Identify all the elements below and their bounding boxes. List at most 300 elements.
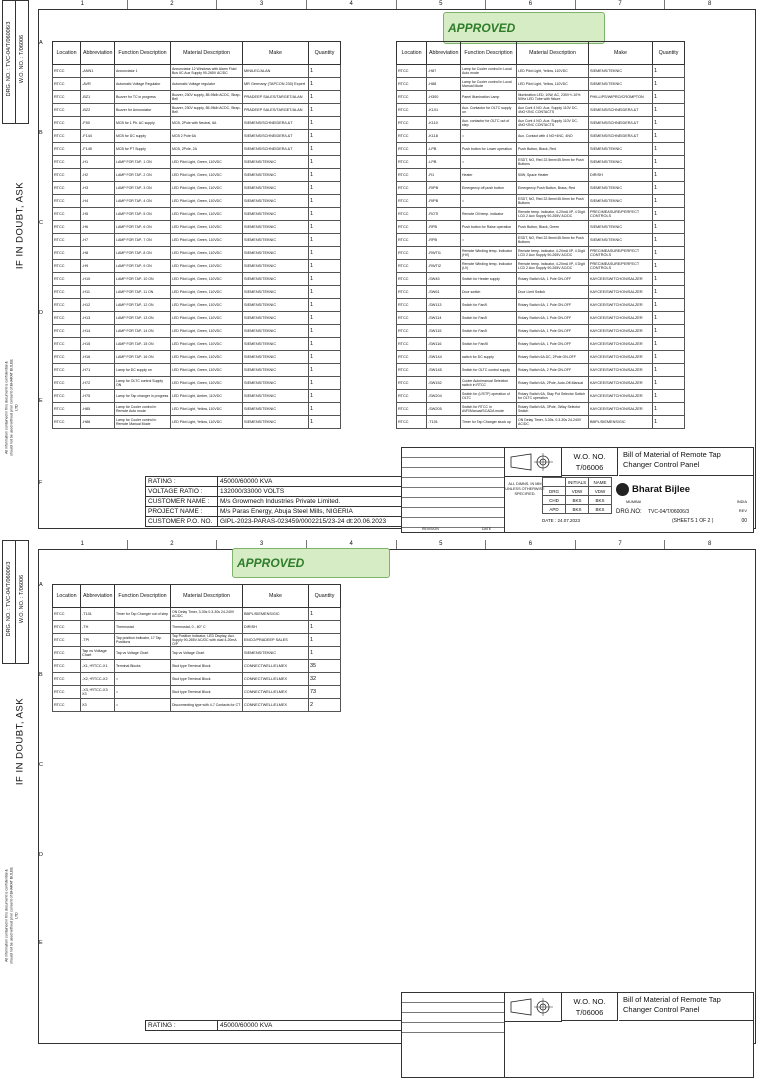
bom-table-sheet-2 (52, 584, 341, 712)
cell-material: LED Pilot Light, Green, 110VDC (171, 377, 243, 390)
table-row (397, 143, 685, 156)
row-letter: A (39, 40, 43, 46)
cell-location: RTCC (397, 130, 427, 143)
cell-material: Annunciator 12 Windows with Alarm Fluid Bus IIC Aux Supply 90-265V AC/DC (171, 65, 243, 78)
cell-material: ESDT, NO, Red 22.5mm/45.5mm for Push Buttons (517, 234, 589, 247)
cell-quantity: 1 (309, 377, 341, 390)
cell-function: Automatic Voltage Regulator (115, 78, 171, 91)
cell-make: SIEMENS/TEKNIC (589, 65, 653, 78)
cell-quantity: 1 (309, 247, 341, 260)
cell-make: SIEMENS/TEKNIC (243, 390, 309, 403)
cell-make: CONNECTWELL/ELMEX (243, 699, 309, 712)
cell-material: Aux Cont 4 NO, Aux. Supply 110V DC, 4NO+2NC CONTACTS (517, 117, 589, 130)
cell-material: Rotary Switch 6A, 1 Pole ON-OFF (517, 273, 589, 286)
cell-quantity: 1 (309, 364, 341, 377)
cell-quantity: 1 (653, 234, 685, 247)
cell-make: KAYCEE/SWITCHON/SALZER (589, 286, 653, 299)
cell-abbreviation: -K101 (427, 104, 461, 117)
revision-label: REVISION (422, 527, 439, 531)
cell-abbreviation: -F145 (81, 143, 115, 156)
cell-abbreviation: -K110 (427, 117, 461, 130)
table-row (53, 673, 341, 686)
cell-quantity: 2 (309, 699, 341, 712)
cell-function: LAMP FOR TAP- 8 ON (115, 247, 171, 260)
cell-location: RTCC (53, 390, 81, 403)
cell-function: = (115, 673, 171, 686)
cell-location: RTCC (397, 234, 427, 247)
table-row (53, 208, 341, 221)
cell-function: LAMP FOR TAP- 1 ON (115, 156, 171, 169)
cell-make: CONNECTWELL/ELMEX (243, 660, 309, 673)
cell-function: LAMP FOR TAP- 14 ON (115, 325, 171, 338)
cell-location: RTCC (397, 156, 427, 169)
cell-material: LED Pilot Light, Green, 110VDC (171, 273, 243, 286)
cell-quantity: 1 (309, 91, 341, 104)
table-row (397, 390, 685, 403)
city: MUMBAI (626, 500, 642, 504)
cell-make: SIEMENS/TEKNIC (589, 143, 653, 156)
table-row (53, 364, 341, 377)
cell-abbreviation: -X1,+RTCC-X1 (81, 660, 115, 673)
cell-function: Switch for (LR/TF) operation of OLTC (461, 390, 517, 403)
cell-quantity: 1 (653, 416, 685, 429)
cell-make: SIEMENS/TEKNIC (243, 377, 309, 390)
cell-quantity: 1 (309, 325, 341, 338)
cell-location: RTCC (53, 182, 81, 195)
cell-function: Buzzer for TC in progress (115, 91, 171, 104)
cell-function: LAMP FOR TAP- 7 ON (115, 234, 171, 247)
cell-abbreviation: -H2 (81, 169, 115, 182)
cell-abbreviation: -H72 (81, 377, 115, 390)
cell-function: MCB for DC supply (115, 130, 171, 143)
cell-abbreviation: -SW114 (427, 312, 461, 325)
cell-location: RTCC (53, 169, 81, 182)
cell-quantity: 1 (653, 299, 685, 312)
cell-function: Panel Illumination Lamp (461, 91, 517, 104)
bom-table-left (52, 41, 341, 429)
cell-make: MR Germany (TAPCON 230) Expert (243, 78, 309, 91)
table-row (53, 377, 341, 390)
cell-material: LED Pilot Light, Green, 110VDC (171, 208, 243, 221)
cell-quantity: 1 (653, 104, 685, 117)
cell-quantity: 1 (309, 195, 341, 208)
column-number: 7 (576, 540, 666, 549)
column-number: 3 (217, 0, 307, 9)
cell-abbreviation: -SW115 (427, 325, 461, 338)
project-info (145, 476, 402, 527)
cell-abbreviation: -H71 (81, 364, 115, 377)
cell-material: Remote temp. indicator, 4-20mA I/P, 4 Digit LCD 2 Aux Supply 90-265V AC/DC (517, 247, 589, 260)
cell-quantity: 1 (309, 104, 341, 117)
cell-abbreviation: -TPI (81, 634, 115, 647)
table-row (397, 247, 685, 260)
table-row (53, 325, 341, 338)
title-block (401, 447, 754, 533)
cell-material: Emergency Push Button, Brass, Red (517, 182, 589, 195)
cell-abbreviation: -H4 (81, 195, 115, 208)
cell-location: RTCC (53, 377, 81, 390)
cell-function: = (461, 234, 517, 247)
table-row (397, 156, 685, 169)
cell-location: RTCC (397, 299, 427, 312)
cell-abbreviation: -H7 (81, 234, 115, 247)
cell-abbreviation: -H86 (81, 416, 115, 429)
cell-material: Rotary Switch 6A, 2Pole, Auto-Off-Manual (517, 377, 589, 390)
cell-material: LED Pilot Light, Yellow, 110VDC (171, 416, 243, 429)
cell-make: PRECIMEASURE/PERFECT CONTROLS (589, 208, 653, 221)
project-name-label: PROJECT NAME : (146, 507, 218, 517)
cell-material: LED Pilot Light, Green, 110VDC (171, 299, 243, 312)
cell-quantity: 32 (309, 673, 341, 686)
cell-material: Buzzer, 230V supply, 85-95db ACDC, Strap-Bell (171, 104, 243, 117)
projection-symbol (505, 448, 562, 477)
cell-location: RTCC (53, 621, 81, 634)
table-row (397, 78, 685, 91)
table-row (53, 660, 341, 673)
drawing-title: Bill of Material of Remote Tap Changer Control Panel (619, 993, 753, 1021)
header-location: Location (397, 42, 427, 65)
cell-quantity: 1 (653, 312, 685, 325)
cell-material: MCB, 2Pole with Neutral, 6A (171, 117, 243, 130)
cell-location: RTCC (397, 104, 427, 117)
table-row (397, 195, 685, 208)
column-numbers (38, 0, 754, 9)
table-row (397, 286, 685, 299)
cell-location: RTCC (53, 221, 81, 234)
header-abbreviation: Abbreviation (427, 42, 461, 65)
cell-make: PRECIMEASURE/PERFECT CONTROLS (589, 260, 653, 273)
cell-quantity: 1 (653, 143, 685, 156)
header-material: Material Description (171, 42, 243, 65)
table-row (397, 130, 685, 143)
cell-location: RTCC (397, 286, 427, 299)
cell-location: RTCC (53, 364, 81, 377)
cell-quantity: 1 (309, 234, 341, 247)
cell-quantity: 1 (309, 403, 341, 416)
cell-location: RTCC (397, 325, 427, 338)
cell-abbreviation: -SW144 (427, 351, 461, 364)
cell-function: Timer for Tap Changer stuck up (461, 416, 517, 429)
cell-function: Aux. Contactor for OLTC supply on (461, 104, 517, 117)
table-row (53, 65, 341, 78)
table-row (397, 182, 685, 195)
cell-function: = (461, 156, 517, 169)
cell-material: Tap Position Indicator, LED Display, Aux. Supply 90-265V AC/DC with dual 4-20mA O/P (171, 634, 243, 647)
wo-value: T/06006 (575, 1008, 604, 1017)
cell-abbreviation: X3 (81, 699, 115, 712)
cell-abbreviation: -R1 (427, 169, 461, 182)
cell-function: LAMP FOR TAP- 12 ON (115, 299, 171, 312)
cell-make: SIEMENS/TEKNIC (589, 195, 653, 208)
cell-make: KAYCEE/SWITCHON/SALZER (589, 299, 653, 312)
header-abbreviation: Abbreviation (81, 42, 115, 65)
cell-material: LED Pilot Light, Green, 110VDC (171, 234, 243, 247)
cell-function: Lamp for Cooler control in Local Auto mode (461, 65, 517, 78)
cell-function: LAMP FOR TAP- 3 ON (115, 182, 171, 195)
table-row (53, 130, 341, 143)
drg-no-box: DRG. NO. : TVC-04/T/06006/3 (2, 540, 16, 664)
voltage-ratio-label: VOLTAGE RATIO : (146, 487, 218, 497)
cell-abbreviation: -LPB (427, 143, 461, 156)
cell-quantity: 1 (309, 273, 341, 286)
cell-quantity: 1 (653, 221, 685, 234)
column-number: 8 (708, 541, 712, 547)
table-row (53, 104, 341, 117)
cell-quantity: 1 (653, 78, 685, 91)
cell-material: Disconnecting type with 4-7 Contacts for CT (171, 699, 243, 712)
cell-location: RTCC (53, 273, 81, 286)
cell-make: SIEMENS/TEKNIC (243, 208, 309, 221)
row-letter: D (39, 310, 43, 316)
header-abbreviation: Abbreviation (81, 585, 115, 608)
left-strip (2, 0, 32, 535)
table-row (53, 312, 341, 325)
cell-make: SIEMENS/TEKNIC (243, 299, 309, 312)
cell-function: Lamp for Cooler control in Local Manual Mode (461, 78, 517, 91)
table-row (397, 91, 685, 104)
cell-material: LED Pilot Light, Yellow, 110VDC (171, 403, 243, 416)
cell-make: SIEMENS/TEKNIC (243, 312, 309, 325)
table-row (53, 143, 341, 156)
cell-material: LED Pilot Light, Green, 110VDC (171, 286, 243, 299)
column-number: 4 (307, 540, 397, 549)
cell-abbreviation: -SW113 (427, 299, 461, 312)
cell-function: Switch for Fan/II (461, 325, 517, 338)
cell-material: LED Pilot Light, Green, 110VDC (171, 351, 243, 364)
cell-make: SIEMENS/TEKNIC (243, 403, 309, 416)
cell-abbreviation: -H85 (81, 403, 115, 416)
cell-abbreviation: -RWTI1 (427, 247, 461, 260)
header-material: Material Description (171, 585, 243, 608)
cell-abbreviation: -H300 (427, 91, 461, 104)
table-row (53, 260, 341, 273)
cell-abbreviation: -H9 (81, 260, 115, 273)
column-number: 6 (486, 0, 576, 9)
cell-abbreviation: Tap vs Voltage Chart (81, 647, 115, 660)
cell-abbreviation: -T101 (81, 608, 115, 621)
cell-material: LED Pilot Light, Green, 110VDC (171, 260, 243, 273)
cell-location: RTCC (53, 312, 81, 325)
cell-material: LED Pilot Light, Green, 110VDC (171, 169, 243, 182)
row-letter: B (39, 130, 43, 136)
header-function: Function Description (115, 42, 171, 65)
cell-location: RTCC (53, 117, 81, 130)
cell-quantity: 1 (309, 312, 341, 325)
cell-abbreviation: -T101 (427, 416, 461, 429)
cell-make: DIRISH (589, 169, 653, 182)
cell-abbreviation: -RWTI2 (427, 260, 461, 273)
cell-abbreviation: -LPB (427, 156, 461, 169)
confidential-note: All information contained in this document is confidential & should not be used without prior consent of BHARAT BIJLEE LTD (4, 359, 19, 456)
cell-location: RTCC (397, 117, 427, 130)
wo-no-box: W.O. NO. : T/06006 (15, 0, 29, 124)
cell-location: RTCC (53, 130, 81, 143)
cell-material: ESDT, NO, Red 22.5mm/45.5mm for Push Buttons (517, 195, 589, 208)
drg-no-value: TVC-04/T/06006/3 (648, 509, 690, 515)
project-info (145, 1020, 402, 1031)
cell-make: SIEMENS/TEKNIC (243, 647, 309, 660)
cell-make: SIEMENS/SCHNEIDER/L&T (243, 117, 309, 130)
cell-abbreviation: -H11 (81, 286, 115, 299)
cell-make: SIEMENS/TEKNIC (243, 260, 309, 273)
cell-location: RTCC (397, 403, 427, 416)
cell-make: SIEMENS/TEKNIC (589, 156, 653, 169)
bharat-bijlee-logo-icon (616, 483, 629, 496)
cell-material: LED Pilot Light, Green, 110VDC (171, 247, 243, 260)
cell-abbreviation: -RPB (427, 221, 461, 234)
cell-quantity: 1 (653, 65, 685, 78)
cell-location: RTCC (53, 104, 81, 117)
wo-no-box: W.O. NO. : T/06006 (15, 540, 29, 664)
table-row (53, 338, 341, 351)
table-row (397, 338, 685, 351)
cell-quantity: 35 (309, 660, 341, 673)
wo-label: W.O. NO. (573, 997, 606, 1006)
table-row (53, 195, 341, 208)
table-row (397, 351, 685, 364)
wo-value: T/06006 (575, 463, 604, 472)
cell-make: KAYCEE/SWITCHON/SALZER (589, 403, 653, 416)
wo-box (562, 448, 618, 476)
cell-location: RTCC (397, 364, 427, 377)
voltage-ratio-value: 132000/33000 VOLTS (218, 487, 402, 497)
cell-function: LAMP FOR TAP- 6 ON (115, 221, 171, 234)
table-row (397, 416, 685, 429)
cell-material: LED Pilot Light, Green, 110VDC (171, 221, 243, 234)
cell-material: Rotary Switch 6A, 1 Pole ON-OFF (517, 325, 589, 338)
cell-make: SIEMENS/TEKNIC (243, 338, 309, 351)
column-number: 1 (38, 0, 128, 9)
cell-abbreviation: -H8 (81, 247, 115, 260)
cell-location: RTCC (397, 351, 427, 364)
table-row (397, 65, 685, 78)
cell-quantity: 1 (653, 182, 685, 195)
header-location: Location (53, 42, 81, 65)
if-in-doubt-label: IF IN DOUBT, ASK (14, 181, 26, 270)
cell-material: ESDT, NO, Red 22.5mm/45.5mm for Push Buttons (517, 156, 589, 169)
cell-function: Switch for Heater supply (461, 273, 517, 286)
wo-label: W.O. NO. (573, 452, 606, 461)
cell-abbreviation: -H13 (81, 312, 115, 325)
table-row (397, 403, 685, 416)
cell-location: RTCC (53, 143, 81, 156)
cell-quantity: 1 (309, 182, 341, 195)
cell-material: LED Pilot Light, Green, 110VDC (171, 156, 243, 169)
cell-function: = (461, 130, 517, 143)
date-column-label: DATE (482, 527, 492, 531)
cell-make: PRADEEP SALES/TARGET/ALAN (243, 91, 309, 104)
projection-icon (505, 993, 561, 1021)
cell-make: PRECIMEASURE/PERFECT CONTROLS (589, 247, 653, 260)
project-name-value: M/s Paras Energy, Abuja Steel Mills, NIGERIA (218, 507, 402, 517)
header-quantity: Quantity (309, 585, 341, 608)
cell-quantity: 1 (309, 221, 341, 234)
column-numbers (38, 540, 754, 549)
cell-material: MCB 2 Pole 6A (171, 130, 243, 143)
cell-material: Door Limit Switch (517, 286, 589, 299)
cell-location: RTCC (53, 338, 81, 351)
cell-function: Cooler Auto/manual Selection switch in RTCC (461, 377, 517, 390)
cell-function: Switch for Fan/II (461, 312, 517, 325)
cell-make: EMCO/PRADEEP SALES (243, 634, 309, 647)
table-row (53, 634, 341, 647)
cell-abbreviation: -H88 (427, 78, 461, 91)
cell-location: RTCC (397, 377, 427, 390)
cell-abbreviation: -SW145 (427, 364, 461, 377)
table-row (53, 221, 341, 234)
cell-function: = (461, 195, 517, 208)
cell-make: BBPL/SIEMENS/GIC (243, 608, 309, 621)
cell-function: LAMP FOR TAP- 15 ON (115, 338, 171, 351)
rating-label: RATING : (146, 477, 218, 487)
cell-function: LAMP FOR TAP- 13 ON (115, 312, 171, 325)
cell-material: Thermostat, 0 - 60° C (171, 621, 243, 634)
cell-abbreviation: -H16 (81, 351, 115, 364)
cell-function: LAMP FOR TAP- 2 ON (115, 169, 171, 182)
table-row (397, 364, 685, 377)
cell-function: LAMP FOR TAP- 9 ON (115, 260, 171, 273)
cell-material: LED Pilot Light, Green, 110VDC (171, 338, 243, 351)
cell-abbreviation: -BZ1 (81, 91, 115, 104)
cell-material: Rotary Switch 6A DC, 2Pole ON-OFF (517, 351, 589, 364)
cell-quantity: 1 (653, 247, 685, 260)
cell-function: Lamp for DC supply on (115, 364, 171, 377)
cell-make: KAYCEE/SWITCHON/SALZER (589, 351, 653, 364)
cell-material: LED Pilot Light, Green, 110VDC (171, 312, 243, 325)
cell-abbreviation: -TH (81, 621, 115, 634)
cell-make: SIEMENS/TEKNIC (243, 247, 309, 260)
cell-location: RTCC (397, 65, 427, 78)
cell-material: LED Pilot Light, Yellow, 110VDC (517, 78, 589, 91)
drg-no-label: DRG.NO: (616, 509, 642, 515)
cell-abbreviation: -RIPB (427, 182, 461, 195)
cell-location: RTCC (397, 273, 427, 286)
cell-abbreviation: -ANN1 (81, 65, 115, 78)
cell-abbreviation: -H5 (81, 208, 115, 221)
cell-abbreviation: -AVR (81, 78, 115, 91)
cell-quantity: 1 (653, 130, 685, 143)
cell-make: SIEMENS/TEKNIC (243, 416, 309, 429)
cell-quantity: 1 (653, 403, 685, 416)
table-row (397, 221, 685, 234)
cell-material: Stud type Terminal Block (171, 686, 243, 699)
cell-function: = (115, 699, 171, 712)
table-row (53, 403, 341, 416)
cell-make: KAYCEE/SWITCHON/SALZER (589, 377, 653, 390)
cell-material: Rotary Switch 6A, 2 Pole ON-OFF (517, 364, 589, 377)
cell-make: PRADEEP SALES/TARGET/ALAN (243, 104, 309, 117)
cell-function: MCB for 1 Ph. AC supply (115, 117, 171, 130)
cell-location: RTCC (397, 312, 427, 325)
cell-quantity: 1 (309, 299, 341, 312)
cell-location: RTCC (397, 143, 427, 156)
cell-make: SIEMENS/SCHNEIDER/L&T (589, 117, 653, 130)
table-row (53, 156, 341, 169)
cell-function: Lamp for Cooler control in Remote Auto mode (115, 403, 171, 416)
cell-quantity: 1 (309, 647, 341, 660)
cell-function: Push button for Raise operation (461, 221, 517, 234)
rating-value: 45000/60000 KVA (218, 477, 402, 487)
customer-name-value: M/s Growmech Industries Private Limited. (218, 497, 402, 507)
cell-material: Buzzer, 230V supply, 85-95db ACDC, Strap-Bell (171, 91, 243, 104)
cell-function: Tap vs Voltage Chart (115, 647, 171, 660)
cell-function: Annunciator 1 (115, 65, 171, 78)
column-number: 5 (397, 540, 487, 549)
header-make: Make (243, 585, 309, 608)
cell-abbreviation: -K118 (427, 130, 461, 143)
cell-function: Door switch (461, 286, 517, 299)
cell-material: LED Pilot Light, Green, 110VDC (171, 182, 243, 195)
